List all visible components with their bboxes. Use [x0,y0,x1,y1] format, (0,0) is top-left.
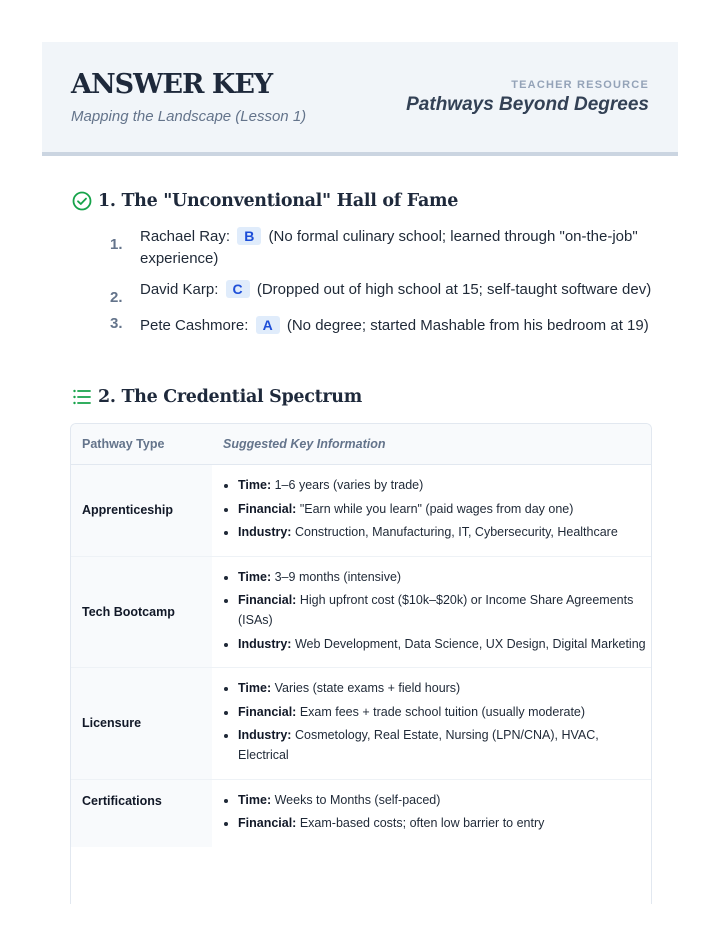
table-header [71,424,651,465]
list-icon [72,387,92,407]
list-item [110,279,670,306]
info-bullet: • Financial: Exam fees + trade school tuition (usually moderate) [238,702,651,722]
page-title: ANSWER KEY [71,69,273,100]
page-subtitle: Mapping the Landscape (Lesson 1) [71,108,307,125]
section-2-title: 2. The Credential Spectrum [98,387,362,407]
table-row [71,668,651,780]
info-bullet: • Industry: Web Development, Data Science, UX Design, Digital Marketing [238,634,651,654]
list-item [110,315,670,337]
answer-note: (No formal culinary school; learned through "on-the-job" experience) [140,228,638,267]
item-number: 2. [110,289,123,306]
info-bullet: • Industry: Construction, Manufacturing, IT, Cybersecurity, Healthcare [238,522,651,542]
hall-of-fame-list [110,226,670,346]
table-row [71,780,651,847]
column-header: Pathway Type [82,437,165,451]
answer-badge: B [237,227,261,245]
section-2-heading [72,387,362,407]
person-name: Rachael Ray: [140,228,231,245]
person-name: David Karp: [140,281,219,298]
answer-note: (Dropped out of high school at 15; self-taught software dev) [256,281,652,298]
check-circle-icon [72,191,92,211]
info-bullet: • Time: 1–6 years (varies by trade) [238,475,651,495]
item-number: 1. [110,236,123,253]
credential-table [70,423,652,904]
info-bullet: • Financial: High upfront cost ($10k–$20k) or Income Share Agreements (ISAs) [238,590,651,630]
info-bullet: • Time: Weeks to Months (self-paced) [238,790,651,810]
item-number: 3. [110,315,123,332]
info-bullet: • Time: 3–9 months (intensive) [238,567,651,587]
pathway-type: Apprenticeship [71,465,212,556]
answer-badge: C [226,280,250,298]
pathway-type: Licensure [71,668,212,779]
info-bullet: • Financial: Exam-based costs; often low barrier to entry [238,813,651,833]
table-row [71,465,651,557]
section-1-title: 1. The "Unconventional" Hall of Fame [98,191,459,211]
table-row [71,557,651,669]
info-bullet: • Industry: Cosmetology, Real Estate, Nursing (LPN/CNA), HVAC, Electrical [238,725,651,765]
pathway-type: Tech Bootcamp [71,557,212,668]
info-bullet: • Financial: "Earn while you learn" (paid wages from day one) [238,499,651,519]
person-name: Pete Cashmore: [140,317,249,334]
answer-note: (No degree; started Mashable from his bedroom at 19) [286,317,649,334]
section-1-heading [72,191,458,211]
resource-label: TEACHER RESOURCE [511,79,649,91]
list-item [110,226,670,270]
column-header: Suggested Key Information [223,437,386,451]
answer-badge: A [256,316,280,334]
pathway-type: Certifications [71,780,212,847]
document-header [42,42,678,156]
info-bullet: • Time: Varies (state exams + field hours) [238,678,651,698]
course-title: Pathways Beyond Degrees [406,94,649,115]
